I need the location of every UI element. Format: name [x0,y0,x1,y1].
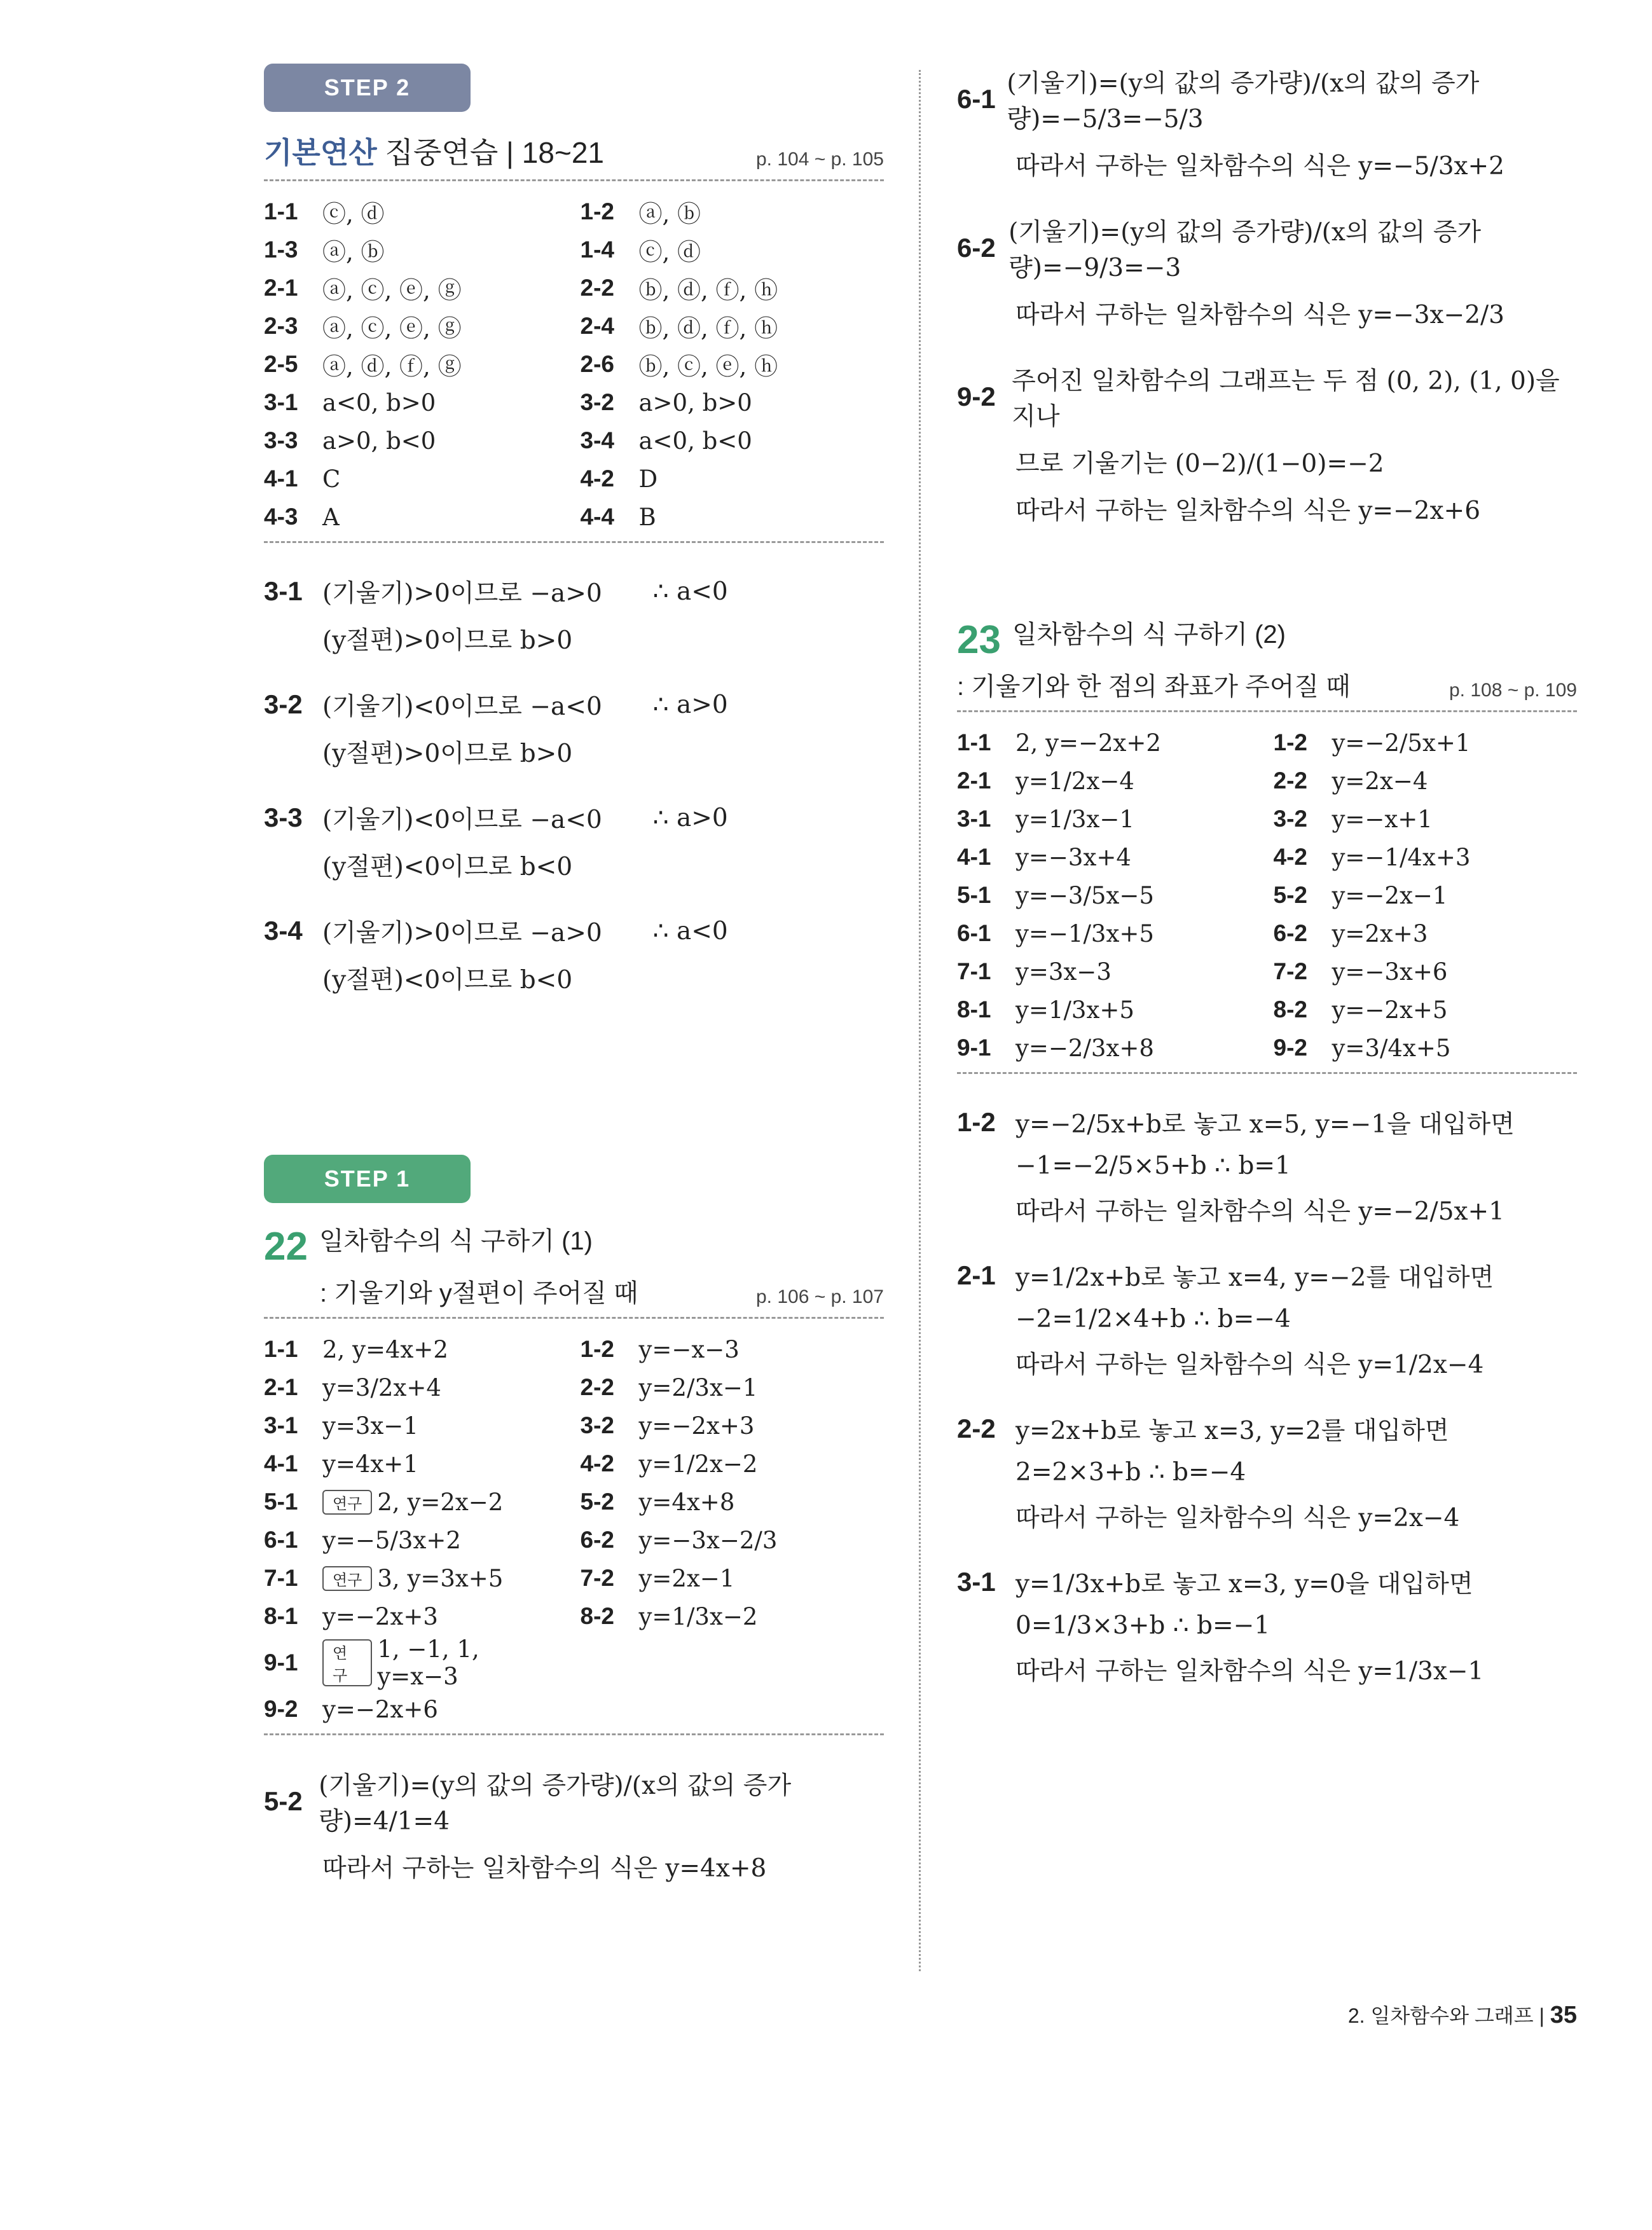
answer-value: y=2x+3 [1332,919,1428,947]
answer-value: y=2/3x−1 [638,1373,758,1401]
answer-label: 3-1 [957,806,991,832]
answer-value: y=4x+1 [322,1450,418,1478]
answer-item [581,1330,885,1368]
answer-label: 1-2 [580,198,614,224]
answer-item [1274,762,1578,800]
answer-item [581,383,885,422]
answer-item [264,1407,568,1445]
answer-item [581,498,885,536]
answer-label: 7-1 [264,1565,298,1592]
solution-line: (기울기)=(y의 값의 증가량)/(x의 값의 증가량)=−9/3=−3 [1008,218,1482,282]
solution-line: y=1/3x+b로 놓고 x=3, y=0을 대입하면 [1015,1570,1473,1599]
step2-answer-grid [264,193,884,536]
section-23-answer-grid [957,724,1577,1067]
answer-item [264,1559,568,1597]
page-footer [1348,2000,1577,2029]
answer-label: 4-3 [264,504,298,530]
research-badge: 연구 [322,1639,372,1686]
answer-label: 7-2 [580,1565,614,1592]
answer-item [1274,914,1578,953]
answer-value: ⓐ, ⓑ [322,238,385,266]
section-title: 일차함수의 식 구하기 (2) [1012,621,1286,649]
answer-label: 2-1 [264,275,298,301]
answer-label: 3-2 [1273,806,1307,832]
answer-label: 2-3 [264,313,298,339]
answer-label: 2-2 [580,1374,614,1401]
answer-value: y=1/3x+5 [1015,996,1134,1024]
answer-value: y=2x−4 [1332,767,1428,795]
answer-value: y=1/2x−4 [1015,767,1134,795]
step2-solutions [264,574,884,996]
answer-item [581,231,885,269]
answer-item [264,422,568,460]
answer-label: 2-2 [580,275,614,301]
section-subtitle: : 기울기와 한 점의 좌표가 주어질 때 [957,673,1351,701]
answer-value: y=−2/3x+8 [1015,1034,1154,1062]
answer-label: 5-1 [957,882,991,909]
answer-label: 7-2 [1273,958,1307,985]
solution-conclusion: ∴ a<0 [652,916,728,946]
answer-value: ⓐ, ⓑ [638,200,701,228]
step1-badge: STEP 1 [264,1155,471,1203]
solution-block [957,1258,1577,1380]
answer-value: 2, y=2x−2 [377,1488,504,1516]
answer-item [1274,991,1578,1029]
answer-value: ⓒ, ⓓ [638,238,701,266]
answer-item [264,269,568,307]
step2-badge: STEP 2 [264,64,471,112]
answer-item [264,231,568,269]
answer-value: y=−5/3x+2 [322,1526,461,1554]
solution-label: 2-2 [957,1414,996,1444]
answer-label: 1-4 [580,237,614,263]
answer-label: 3-1 [264,1412,298,1439]
solution-block [957,1564,1577,1687]
answer-value: A [322,503,340,531]
answer-item [581,1690,885,1728]
solution-block [957,1411,1577,1534]
answer-item [957,876,1261,914]
solution-block [957,361,1577,527]
solution-line: (y절편)<0이므로 b<0 [322,966,573,995]
answer-item [581,1559,885,1597]
answer-label: 1-1 [957,729,991,756]
answer-label: 1-2 [1273,729,1307,756]
answer-label: 3-4 [580,427,614,453]
answer-value: 3, y=3x+5 [377,1564,504,1592]
answer-item [264,1597,568,1635]
solution-label: 3-4 [264,916,303,946]
section-22-header [264,1221,884,1319]
solution-block [957,1105,1577,1227]
solution-label: 3-1 [957,1567,996,1597]
answer-label: 9-1 [957,1035,991,1061]
right-column [957,64,1577,1687]
answer-value: B [638,503,656,531]
answer-item [264,193,568,231]
solution-line: (기울기)<0이므로 −a<0 [322,806,602,834]
solution-block [264,687,884,769]
answer-value: y=−1/3x+5 [1015,919,1154,947]
answer-value: a<0, b>0 [322,389,436,416]
answer-item [957,762,1261,800]
answer-label: 9-2 [1273,1035,1307,1061]
answer-item [957,991,1261,1029]
answer-value: ⓐ, ⓓ, ⓕ, ⓖ [322,353,462,380]
answer-label: 1-3 [264,237,298,263]
answer-label: 8-2 [1273,996,1307,1023]
solution-line: 따라서 구하는 일차함수의 식은 y=1/3x−1 [1015,1657,1484,1686]
answer-value: 1, −1, 1, y=x−3 [377,1635,479,1691]
answer-item [581,269,885,307]
answer-value: D [638,465,658,493]
answer-item [581,307,885,345]
solution-conclusion: ∴ a<0 [652,577,728,606]
answer-item [581,1407,885,1445]
answer-label: 4-1 [957,844,991,871]
footer-separator: | [1539,2004,1545,2027]
answer-value: y=−3/5x−5 [1015,881,1154,909]
page-reference: p. 106 ~ p. 107 [755,1286,884,1308]
answer-value: y=3/4x+5 [1332,1034,1451,1062]
answer-value: y=−2x+3 [638,1412,755,1440]
solution-line: (y절편)<0이므로 b<0 [322,853,573,881]
answer-label: 8-1 [957,996,991,1023]
answer-value: y=−1/4x+3 [1332,843,1471,871]
answer-value: a>0, b>0 [638,389,752,416]
answer-label: 4-2 [580,1450,614,1477]
step2-header [264,130,884,181]
answer-item [264,307,568,345]
solution-line: 따라서 구하는 일차함수의 식은 y=2x−4 [1015,1504,1460,1533]
answer-item [581,1445,885,1483]
answer-item [1274,838,1578,876]
answer-value: ⓑ, ⓓ, ⓕ, ⓗ [638,277,778,304]
solution-line: 따라서 구하는 일차함수의 식은 y=−2/5x+1 [1015,1197,1504,1227]
answer-label: 5-2 [580,1489,614,1515]
solution-label: 2-1 [957,1260,996,1291]
answer-item [581,422,885,460]
answer-item [1274,1029,1578,1067]
answer-label: 1-2 [580,1336,614,1363]
answer-value: y=−x−3 [638,1335,740,1363]
separator [264,1733,884,1735]
answer-value: ⓒ, ⓓ [322,200,385,228]
answer-label: 2-1 [957,767,991,794]
right-top-solutions [957,64,1577,527]
answer-value: ⓑ, ⓒ, ⓔ, ⓗ [638,353,778,380]
answer-item [581,1597,885,1635]
answer-value: y=−2x+3 [322,1602,438,1630]
answer-label: 1-1 [264,198,298,224]
answer-value: y=−3x+4 [1015,843,1131,871]
answer-label: 2-2 [1273,767,1307,794]
answer-label: 7-1 [957,958,991,985]
solution-line: 따라서 구하는 일차함수의 식은 y=1/2x−4 [1015,1351,1484,1380]
answer-label: 8-2 [580,1603,614,1630]
answer-item [1274,876,1578,914]
answer-value: 2, y=−2x+2 [1015,729,1161,757]
section-number: 23 [957,618,1001,663]
answer-label: 6-2 [580,1527,614,1553]
solution-line: (기울기)>0이므로 −a>0 [322,579,602,608]
answer-value: y=3x−3 [1015,958,1112,986]
answer-label: 6-1 [264,1527,298,1553]
answer-item [581,1368,885,1407]
separator [264,541,884,543]
answer-value: y=1/3x−2 [638,1602,758,1630]
answer-value: y=2x−1 [638,1564,735,1592]
answer-label: 4-2 [1273,844,1307,871]
answer-label: 6-2 [1273,920,1307,947]
solution-label: 3-2 [264,689,303,719]
section-number: 22 [264,1225,308,1269]
answer-label: 3-2 [580,389,614,415]
answer-item [264,383,568,422]
answer-label: 3-1 [264,389,298,415]
answer-value: y=1/3x−1 [1015,805,1134,833]
answer-label: 2-1 [264,1374,298,1401]
solution-label: 6-1 [957,84,996,114]
answer-item [957,953,1261,991]
answer-label: 4-2 [580,465,614,492]
answer-label: 4-4 [580,504,614,530]
answer-label: 8-1 [264,1603,298,1630]
answer-value: a>0, b<0 [322,427,436,455]
solution-conclusion: ∴ a>0 [652,803,728,832]
answer-label: 2-5 [264,351,298,377]
answer-label: 4-1 [264,1450,298,1477]
answer-item [264,1368,568,1407]
answer-item [581,1483,885,1521]
answer-item [957,838,1261,876]
answer-value: y=−2x−1 [1332,881,1448,909]
solution-block [264,913,884,996]
answer-item [1274,724,1578,762]
separator [957,1072,1577,1074]
answer-item [1274,800,1578,838]
answer-value: ⓐ, ⓒ, ⓔ, ⓖ [322,277,462,304]
page-number: 35 [1550,2002,1577,2028]
solution-line: (기울기)<0이므로 −a<0 [322,692,602,721]
answer-item [264,498,568,536]
section-23-solutions [957,1105,1577,1687]
answer-value: y=3/2x+4 [322,1373,441,1401]
answer-item [1274,953,1578,991]
answer-label: 2-4 [580,313,614,339]
answer-label: 9-1 [264,1649,298,1676]
answer-value: y=4x+8 [638,1488,735,1516]
answer-item [581,1635,885,1690]
answer-value: ⓐ, ⓒ, ⓔ, ⓖ [322,315,462,342]
section-22-answer-grid [264,1330,884,1728]
answer-label: 4-1 [264,465,298,492]
page-reference: p. 104 ~ p. 105 [755,149,884,170]
solution-line: −2=1/2×4+b ∴ b=−4 [1015,1305,1291,1334]
answer-item [581,1521,885,1559]
answer-value: 2, y=4x+2 [322,1335,448,1363]
step2-title: 기본연산 집중연습 | 18~21 [264,136,604,169]
answer-value: y=−2x+6 [322,1695,438,1723]
solution-block: 5-2 (기울기)=(y의 값의 증가량)/(x의 값의 증가량)=4/1=4 따라서 구하는 일차함수의 식은 y=4x+8 [264,1772,792,1883]
answer-item [581,345,885,383]
solution-block [957,64,1577,182]
answer-item [264,345,568,383]
answer-item [264,1690,568,1728]
solution-line: 따라서 구하는 일차함수의 식은 y=−3x−2/3 [1015,301,1504,329]
chapter-name: 2. 일차함수와 그래프 [1347,2004,1534,2027]
solution-line: 2=2×3+b ∴ b=−4 [1015,1458,1246,1487]
solution-label: 9-2 [957,382,996,411]
research-badge: 연구 [322,1490,372,1515]
section-23-header [957,614,1577,712]
solution-line: (기울기)=(y의 값의 증가량)/(x의 값의 증가량)=−5/3=−5/3 [1007,69,1480,134]
answer-item [264,1445,568,1483]
solution-line: y=1/2x+b로 놓고 x=4, y=−2를 대입하면 [1015,1263,1494,1293]
research-badge: 연구 [322,1566,372,1591]
answer-value: y=−x+1 [1332,805,1433,833]
solution-conclusion: ∴ a>0 [652,690,728,719]
answer-value: y=−2/5x+1 [1332,729,1471,757]
solution-label: 1-2 [957,1107,996,1138]
answer-value: C [322,465,341,493]
answer-value: y=3x−1 [322,1412,418,1440]
solution-line: 주어진 일차함수의 그래프는 두 점 (0, 2), (1, 0)을 지나 [1012,367,1560,431]
solution-line: y=2x+b로 놓고 x=3, y=2를 대입하면 [1015,1417,1449,1446]
solution-line: (기울기)>0이므로 −a>0 [322,919,602,947]
solution-line: 0=1/3×3+b ∴ b=−1 [1015,1611,1270,1641]
solution-line: 므로 기울기는 (0−2)/(1−0)=−2 [1015,450,1384,478]
answer-value: ⓑ, ⓓ, ⓕ, ⓗ [638,315,778,342]
answer-item [581,193,885,231]
answer-value: y=−3x+6 [1332,958,1448,986]
answer-item [264,1635,568,1690]
answer-item [581,460,885,498]
answer-item [957,724,1261,762]
solution-line: −1=−2/5×5+b ∴ b=1 [1015,1152,1291,1181]
section-subtitle: : 기울기와 y절편이 주어질 때 [320,1279,638,1308]
answer-label: 5-2 [1273,882,1307,909]
left-column [264,64,884,1884]
answer-label: 3-2 [580,1412,614,1439]
answer-value: y=−3x−2/3 [638,1526,778,1554]
answer-value: y=−2x+5 [1332,996,1448,1024]
answer-item [264,1483,568,1521]
answer-label: 9-2 [264,1696,298,1723]
answer-value: y=1/2x−2 [638,1450,758,1478]
answer-label: 1-1 [264,1336,298,1363]
solution-line: y=−2/5x+b로 놓고 x=5, y=−1을 대입하면 [1015,1110,1515,1139]
solution-label: 6-2 [957,233,996,263]
answer-label: 5-1 [264,1489,298,1515]
answer-value: a<0, b<0 [638,427,752,455]
solution-line: 따라서 구하는 일차함수의 식은 y=−2x+6 [1015,497,1481,525]
column-divider [919,70,921,1971]
answer-label: 2-6 [580,351,614,377]
solution-label: 3-1 [264,576,303,606]
answer-item [957,1029,1261,1067]
answer-item [264,1521,568,1559]
answer-item [957,914,1261,953]
answer-item [957,800,1261,838]
page-reference: p. 108 ~ p. 109 [1449,680,1577,701]
answer-label: 3-3 [264,427,298,453]
solution-block [957,212,1577,331]
solution-line: 따라서 구하는 일차함수의 식은 y=−5/3x+2 [1015,152,1504,181]
solution-block [264,574,884,656]
answer-item [264,460,568,498]
solution-block [264,800,884,883]
answer-item [264,1330,568,1368]
answer-label: 6-1 [957,920,991,947]
solution-label: 3-3 [264,802,303,832]
solution-line: (y절편)>0이므로 b>0 [322,740,573,768]
section-title: 일차함수의 식 구하기 (1) [319,1227,593,1255]
solution-line: (y절편)>0이므로 b>0 [322,626,573,655]
